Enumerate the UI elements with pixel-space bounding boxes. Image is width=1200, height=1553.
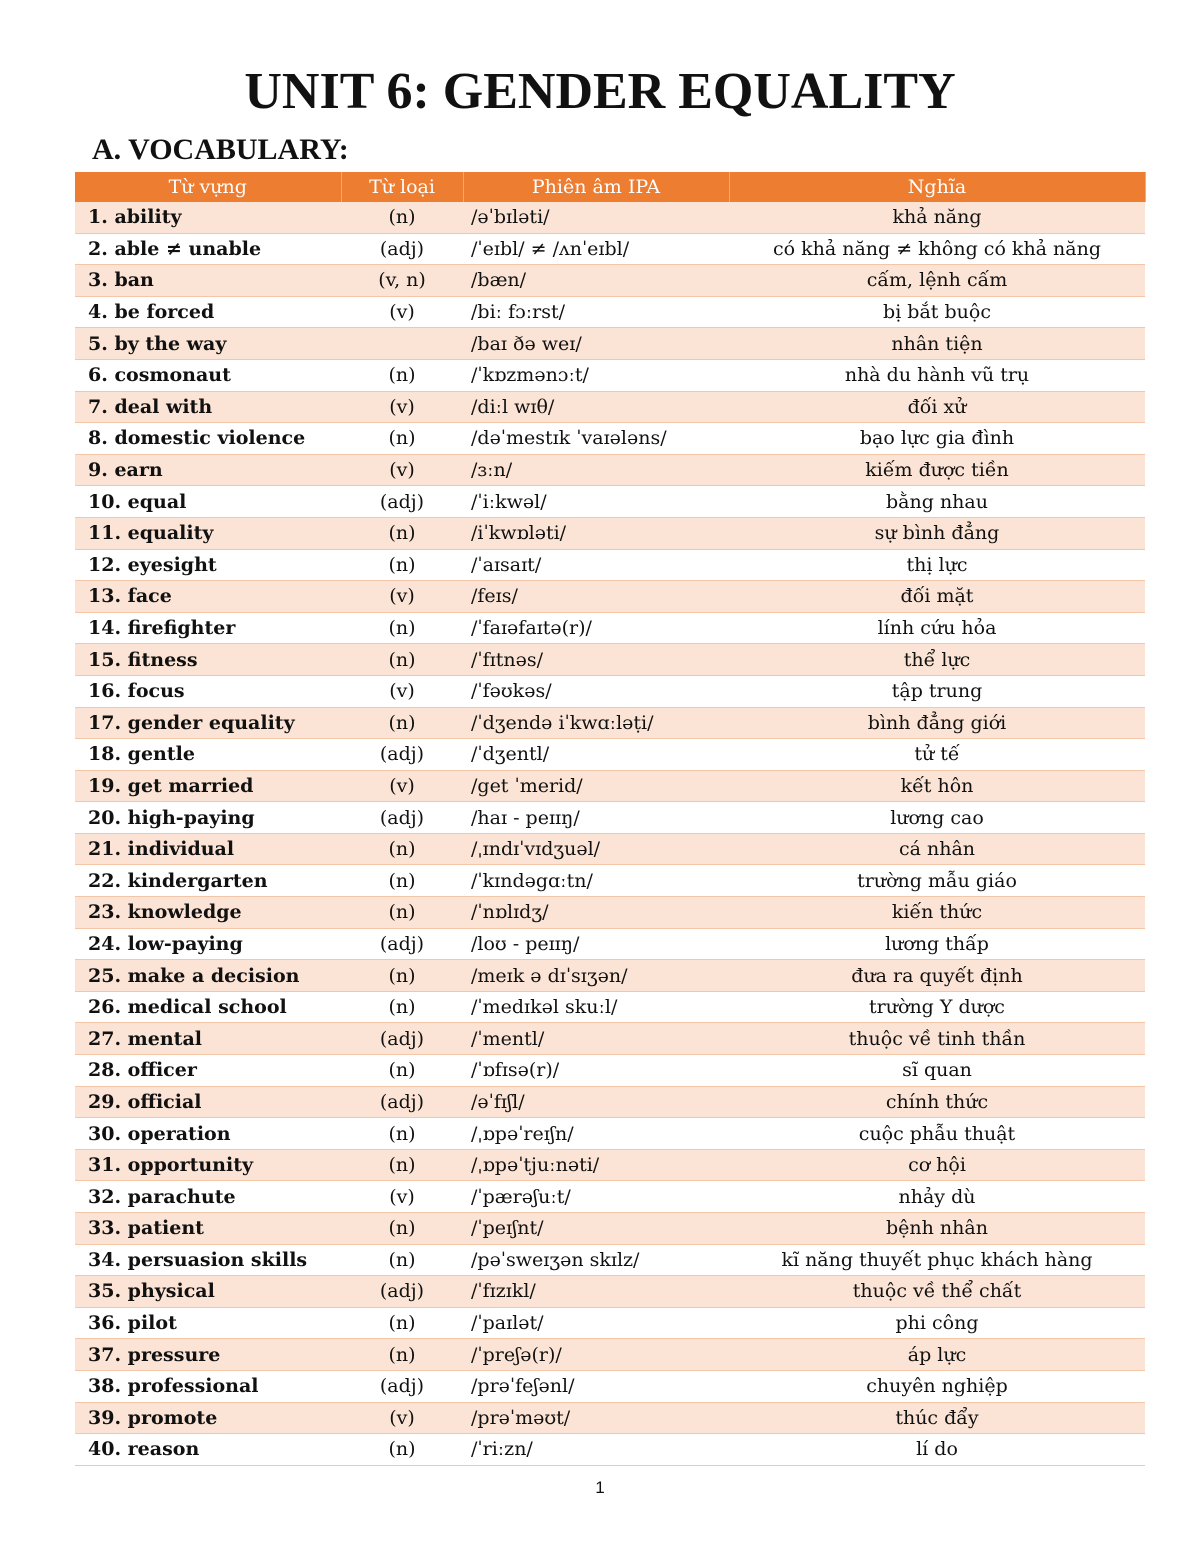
table-row (75, 549, 1145, 581)
meaning: cá nhân (729, 833, 1145, 865)
part-of-speech: (n) (341, 612, 463, 644)
meaning: tử tế (729, 739, 1145, 771)
table-row (75, 612, 1145, 644)
header-word: Từ vựng (75, 172, 341, 202)
part-of-speech: (v) (341, 454, 463, 486)
ipa-transcription: /ˈɒfɪsə(r)/ (463, 1055, 729, 1087)
part-of-speech: (v) (341, 581, 463, 613)
vocab-word: 24. low-paying (75, 928, 341, 960)
meaning: lí do (729, 1434, 1145, 1466)
vocab-word: 33. patient (75, 1213, 341, 1245)
ipa-transcription: /ˈkɪndəgɑːtn/ (463, 865, 729, 897)
table-row (75, 1339, 1145, 1371)
part-of-speech (341, 328, 463, 360)
table-row (75, 991, 1145, 1023)
meaning: cơ hội (729, 1149, 1145, 1181)
table-row (75, 960, 1145, 992)
part-of-speech: (adj) (341, 1370, 463, 1402)
part-of-speech: (adj) (341, 1276, 463, 1308)
table-row (75, 1023, 1145, 1055)
vocab-word: 18. gentle (75, 739, 341, 771)
meaning: lính cứu hỏa (729, 612, 1145, 644)
part-of-speech: (adj) (341, 739, 463, 771)
ipa-transcription: /pəˈsweɪʒən skɪlz/ (463, 1244, 729, 1276)
ipa-transcription: /ˌɪndɪˈvɪdʒuəl/ (463, 833, 729, 865)
ipa-transcription: /ˈfəʊkəs/ (463, 675, 729, 707)
part-of-speech: (n) (341, 202, 463, 233)
ipa-transcription: /baɪ ðə weɪ/ (463, 328, 729, 360)
page-number: 1 (595, 1478, 605, 1497)
ipa-transcription: /dəˈmestɪk ˈvaɪələns/ (463, 423, 729, 455)
table-row (75, 707, 1145, 739)
part-of-speech: (n) (341, 1339, 463, 1371)
ipa-transcription: /diːl wɪθ/ (463, 391, 729, 423)
table-body (75, 202, 1145, 1465)
table-row (75, 1402, 1145, 1434)
table-row (75, 865, 1145, 897)
meaning: nhà du hành vũ trụ (729, 359, 1145, 391)
table-row (75, 1434, 1145, 1466)
vocab-word: 5. by the way (75, 328, 341, 360)
table-row (75, 1307, 1145, 1339)
part-of-speech: (n) (341, 1213, 463, 1245)
table-row (75, 202, 1145, 233)
table-row (75, 296, 1145, 328)
table-row (75, 328, 1145, 360)
table-row (75, 391, 1145, 423)
vocab-word: 17. gender equality (75, 707, 341, 739)
ipa-transcription: /ˌɒpəˈreɪʃn/ (463, 1118, 729, 1150)
meaning: có khả năng ≠ không có khả năng (729, 233, 1145, 265)
vocab-word: 19. get married (75, 770, 341, 802)
meaning: bình đẳng giới (729, 707, 1145, 739)
part-of-speech: (n) (341, 517, 463, 549)
ipa-transcription: /ˈfaɪəfaɪtə(r)/ (463, 612, 729, 644)
ipa-transcription: /haɪ - peɪɪŋ/ (463, 802, 729, 834)
table-row (75, 1244, 1145, 1276)
ipa-transcription: /ˈeɪbl/ ≠ /ʌnˈeɪbl/ (463, 233, 729, 265)
vocab-word: 35. physical (75, 1276, 341, 1308)
part-of-speech: (adj) (341, 802, 463, 834)
table-row (75, 1086, 1145, 1118)
meaning: thị lực (729, 549, 1145, 581)
ipa-transcription: /ˌɒpəˈtjuːnəti/ (463, 1149, 729, 1181)
meaning: tập trung (729, 675, 1145, 707)
meaning: nhảy dù (729, 1181, 1145, 1213)
meaning: trường mẫu giáo (729, 865, 1145, 897)
table-row (75, 359, 1145, 391)
vocab-word: 14. firefighter (75, 612, 341, 644)
part-of-speech: (adj) (341, 1086, 463, 1118)
table-row (75, 1370, 1145, 1402)
vocab-word: 26. medical school (75, 991, 341, 1023)
section-heading: A. VOCABULARY: (92, 133, 349, 166)
part-of-speech: (n) (341, 359, 463, 391)
vocab-word: 36. pilot (75, 1307, 341, 1339)
part-of-speech: (v) (341, 1181, 463, 1213)
part-of-speech: (n) (341, 1244, 463, 1276)
part-of-speech: (adj) (341, 486, 463, 518)
vocab-word: 15. fitness (75, 644, 341, 676)
vocab-word: 25. make a decision (75, 960, 341, 992)
ipa-transcription: /ˈmentl/ (463, 1023, 729, 1055)
table-row (75, 739, 1145, 771)
meaning: trường Y dược (729, 991, 1145, 1023)
vocab-word: 21. individual (75, 833, 341, 865)
ipa-transcription: /ˈfɪzɪkl/ (463, 1276, 729, 1308)
meaning: kiến thức (729, 897, 1145, 929)
meaning: đối xử (729, 391, 1145, 423)
table-row (75, 454, 1145, 486)
part-of-speech: (n) (341, 549, 463, 581)
vocab-word: 32. parachute (75, 1181, 341, 1213)
table-row (75, 770, 1145, 802)
vocab-word: 4. be forced (75, 296, 341, 328)
meaning: sĩ quan (729, 1055, 1145, 1087)
ipa-transcription: /get ˈmerid/ (463, 770, 729, 802)
vocab-word: 27. mental (75, 1023, 341, 1055)
part-of-speech: (n) (341, 1055, 463, 1087)
part-of-speech: (v) (341, 296, 463, 328)
part-of-speech: (n) (341, 991, 463, 1023)
part-of-speech: (v) (341, 770, 463, 802)
part-of-speech: (v) (341, 1402, 463, 1434)
vocab-word: 28. officer (75, 1055, 341, 1087)
table-row (75, 644, 1145, 676)
ipa-transcription: /iˈkwɒləti/ (463, 517, 729, 549)
vocab-word: 29. official (75, 1086, 341, 1118)
meaning: kiếm được tiền (729, 454, 1145, 486)
meaning: bằng nhau (729, 486, 1145, 518)
vocab-word: 16. focus (75, 675, 341, 707)
table-row (75, 928, 1145, 960)
meaning: chính thức (729, 1086, 1145, 1118)
part-of-speech: (n) (341, 644, 463, 676)
vocab-word: 1. ability (75, 202, 341, 233)
ipa-transcription: /ˈriːzn/ (463, 1434, 729, 1466)
table-row (75, 1118, 1145, 1150)
ipa-transcription: /əˈfɪʃl/ (463, 1086, 729, 1118)
table-row (75, 423, 1145, 455)
vocab-word: 13. face (75, 581, 341, 613)
vocab-word: 40. reason (75, 1434, 341, 1466)
ipa-transcription: /ˈpaɪlət/ (463, 1307, 729, 1339)
meaning: kĩ năng thuyết phục khách hàng (729, 1244, 1145, 1276)
table-row (75, 1181, 1145, 1213)
part-of-speech: (adj) (341, 233, 463, 265)
meaning: đối mặt (729, 581, 1145, 613)
part-of-speech: (v) (341, 391, 463, 423)
meaning: nhân tiện (729, 328, 1145, 360)
table-row (75, 581, 1145, 613)
meaning: đưa ra quyết định (729, 960, 1145, 992)
part-of-speech: (n) (341, 1149, 463, 1181)
ipa-transcription: /ˈpreʃə(r)/ (463, 1339, 729, 1371)
part-of-speech: (n) (341, 1307, 463, 1339)
table-row (75, 675, 1145, 707)
vocab-word: 10. equal (75, 486, 341, 518)
meaning: cuộc phẫu thuật (729, 1118, 1145, 1150)
meaning: bạo lực gia đình (729, 423, 1145, 455)
vocab-word: 22. kindergarten (75, 865, 341, 897)
header-meaning: Nghĩa (729, 172, 1145, 202)
table-row (75, 1276, 1145, 1308)
header-part-of-speech: Từ loại (341, 172, 463, 202)
vocab-word: 37. pressure (75, 1339, 341, 1371)
vocab-word: 30. operation (75, 1118, 341, 1150)
ipa-transcription: /prəˈfeʃənl/ (463, 1370, 729, 1402)
vocab-word: 20. high-paying (75, 802, 341, 834)
part-of-speech: (n) (341, 865, 463, 897)
table-row (75, 1055, 1145, 1087)
meaning: phi công (729, 1307, 1145, 1339)
header-ipa: Phiên âm IPA (463, 172, 729, 202)
part-of-speech: (n) (341, 423, 463, 455)
ipa-transcription: /ˈkɒzmənɔːt/ (463, 359, 729, 391)
part-of-speech: (adj) (341, 1023, 463, 1055)
meaning: sự bình đẳng (729, 517, 1145, 549)
ipa-transcription: /ˈdʒentl/ (463, 739, 729, 771)
meaning: bệnh nhân (729, 1213, 1145, 1245)
meaning: khả năng (729, 202, 1145, 233)
vocab-word: 39. promote (75, 1402, 341, 1434)
vocabulary-table (75, 172, 1146, 1466)
part-of-speech: (adj) (341, 928, 463, 960)
table-row (75, 1213, 1145, 1245)
table-row (75, 486, 1145, 518)
meaning: áp lực (729, 1339, 1145, 1371)
ipa-transcription: /əˈbɪləti/ (463, 202, 729, 233)
ipa-transcription: /prəˈməʊt/ (463, 1402, 729, 1434)
table-header-row (75, 172, 1145, 202)
part-of-speech: (v, n) (341, 265, 463, 297)
meaning: cấm, lệnh cấm (729, 265, 1145, 297)
vocab-word: 2. able ≠ unable (75, 233, 341, 265)
part-of-speech: (n) (341, 833, 463, 865)
meaning: thuộc về tinh thần (729, 1023, 1145, 1055)
table-row (75, 802, 1145, 834)
vocab-word: 6. cosmonaut (75, 359, 341, 391)
part-of-speech: (n) (341, 1434, 463, 1466)
meaning: chuyên nghiệp (729, 1370, 1145, 1402)
table-row (75, 833, 1145, 865)
vocab-word: 31. opportunity (75, 1149, 341, 1181)
meaning: lương cao (729, 802, 1145, 834)
vocab-word: 11. equality (75, 517, 341, 549)
meaning: bị bắt buộc (729, 296, 1145, 328)
ipa-transcription: /ˈiːkwəl/ (463, 486, 729, 518)
ipa-transcription: /ˈnɒlɪdʒ/ (463, 897, 729, 929)
ipa-transcription: /meɪk ə dɪˈsɪʒən/ (463, 960, 729, 992)
vocab-word: 34. persuasion skills (75, 1244, 341, 1276)
ipa-transcription: /loʊ - peɪɪŋ/ (463, 928, 729, 960)
ipa-transcription: /ˈmedɪkəl skuːl/ (463, 991, 729, 1023)
part-of-speech: (n) (341, 897, 463, 929)
page-title: UNIT 6: GENDER EQUALITY (244, 63, 956, 120)
ipa-transcription: /ˈaɪsaɪt/ (463, 549, 729, 581)
vocab-word: 8. domestic violence (75, 423, 341, 455)
ipa-transcription: /biː fɔːrst/ (463, 296, 729, 328)
ipa-transcription: /ɜːn/ (463, 454, 729, 486)
table-row (75, 265, 1145, 297)
meaning: thuộc về thể chất (729, 1276, 1145, 1308)
table-row (75, 233, 1145, 265)
ipa-transcription: /ˈdʒendə iˈkwɑːləṭi/ (463, 707, 729, 739)
vocab-word: 38. professional (75, 1370, 341, 1402)
part-of-speech: (n) (341, 1118, 463, 1150)
part-of-speech: (n) (341, 960, 463, 992)
table-row (75, 897, 1145, 929)
meaning: thúc đẩy (729, 1402, 1145, 1434)
vocab-word: 9. earn (75, 454, 341, 486)
ipa-transcription: /feɪs/ (463, 581, 729, 613)
part-of-speech: (v) (341, 675, 463, 707)
meaning: lương thấp (729, 928, 1145, 960)
ipa-transcription: /ˈpeɪʃnt/ (463, 1213, 729, 1245)
vocab-word: 7. deal with (75, 391, 341, 423)
ipa-transcription: /bæn/ (463, 265, 729, 297)
vocab-word: 23. knowledge (75, 897, 341, 929)
meaning: kết hôn (729, 770, 1145, 802)
table-row (75, 1149, 1145, 1181)
table-row (75, 517, 1145, 549)
vocab-word: 3. ban (75, 265, 341, 297)
ipa-transcription: /ˈfɪtnəs/ (463, 644, 729, 676)
meaning: thể lực (729, 644, 1145, 676)
vocab-word: 12. eyesight (75, 549, 341, 581)
part-of-speech: (n) (341, 707, 463, 739)
ipa-transcription: /ˈpærəʃuːt/ (463, 1181, 729, 1213)
